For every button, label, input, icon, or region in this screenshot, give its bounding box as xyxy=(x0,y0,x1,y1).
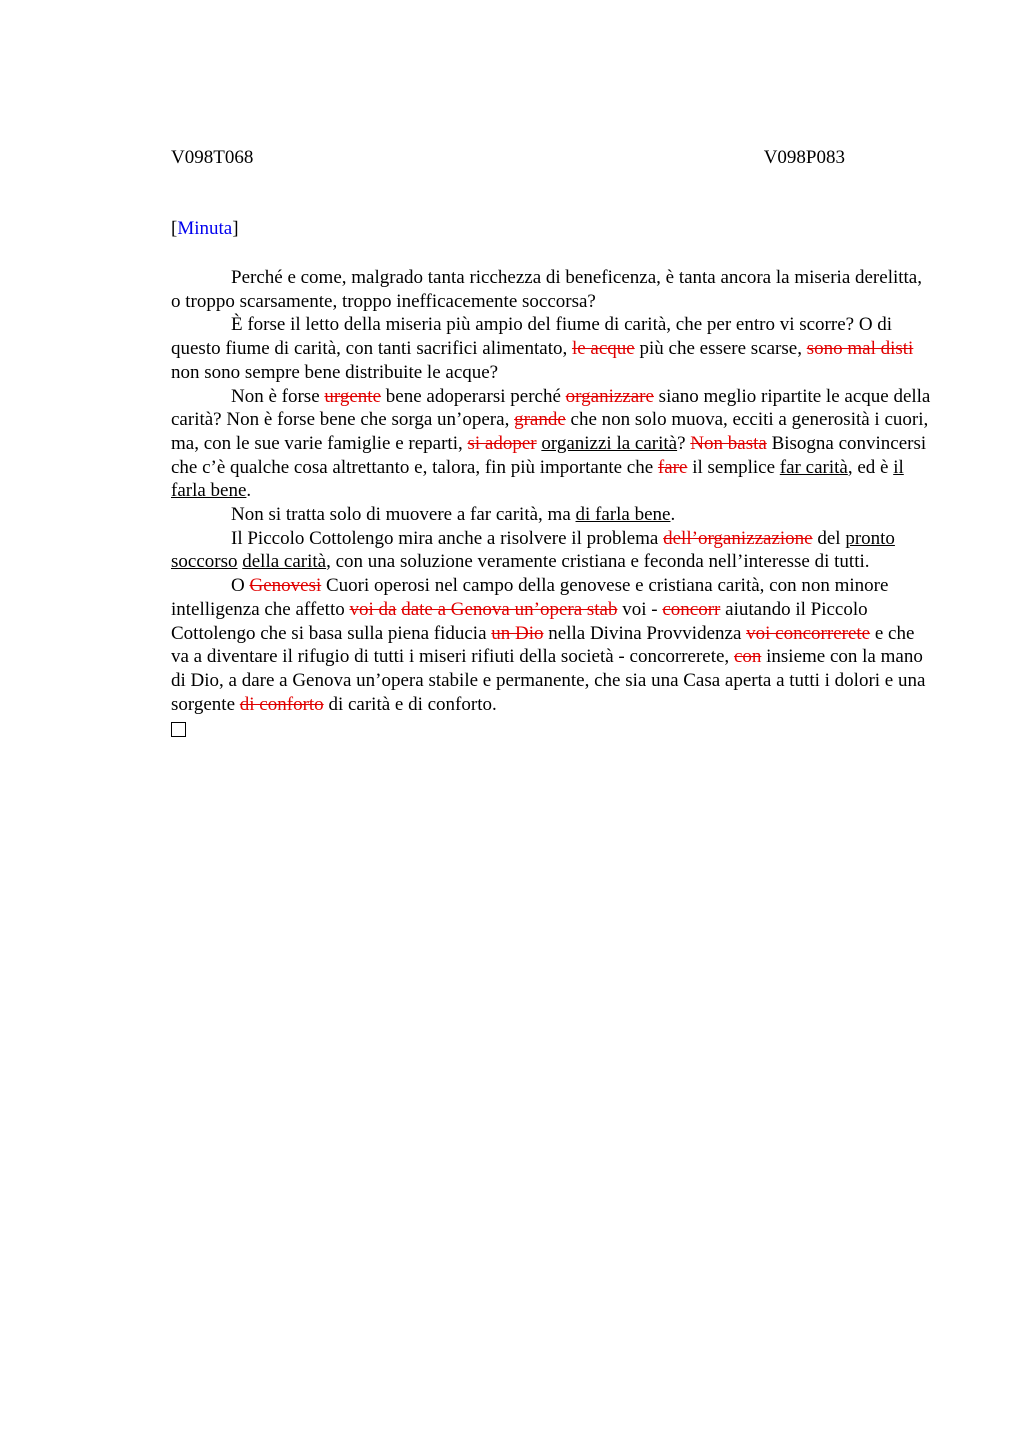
paragraph-1: Perché e come, malgrado tanta ricchezza di beneficenza, è tanta ancora la miseria derelitta, o troppo scarsamente, troppo inefficacemente soccorsa? xyxy=(171,267,922,312)
end-square-icon xyxy=(171,722,186,737)
underlined-text: il farla bene xyxy=(171,456,904,502)
deleted-text: Genovesi xyxy=(249,575,322,597)
paragraph-3: Non è forse urgente bene adoperarsi perché organizzare siano meglio ripartite le acque della carità? Non è forse bene che sorga un’opera, grande che non solo muova, ecciti a generosità i cuori, ma, con le sue varie famiglie e reparti, si adoper organizzi la carità? Non basta Bisogna convincersi che c’è qualche cosa altrettanto e, talora, fin più importante che fare il semplice far carità, ed è il farla bene. xyxy=(171,385,931,502)
deleted-text: un Dio xyxy=(491,622,544,644)
deleted-text: grande xyxy=(514,409,566,431)
deleted-text: urgente xyxy=(324,385,382,407)
deleted-text: organizzare xyxy=(565,385,654,407)
paragraph-2: È forse il letto della miseria più ampio del fiume di carità, che per entro vi scorre? O di questo fiume di carità, con tanti sacrifici alimentato, le acque più che essere scarse, sono mal disti non sono sempre bene distribuite le acque? xyxy=(171,314,914,383)
paragraph-5: Il Piccolo Cottolengo mira anche a risolvere il problema dell’organizzazione del pronto soccorso della carità, con una soluzione veramente cristiana e feconda nell’interesse di tutti. xyxy=(171,527,895,573)
deleted-text: concorr xyxy=(662,598,721,620)
document-body xyxy=(171,266,931,744)
underlined-text: di farla bene xyxy=(575,504,671,526)
end-marker xyxy=(171,716,931,744)
underlined-text: far carità xyxy=(779,456,848,478)
deleted-text: fare xyxy=(657,456,688,478)
underlined-text: pronto soccorso xyxy=(171,527,895,573)
volume-page-code: V098P083 xyxy=(763,147,845,168)
deleted-text: dell’organizzazione xyxy=(663,527,813,549)
underlined-text: della carità xyxy=(242,551,327,573)
deleted-text: Non basta xyxy=(690,432,767,454)
deleted-text: si adoper xyxy=(467,432,537,454)
paragraph-6: O Genovesi Cuori operosi nel campo della genovese e cristiana carità, con non minore intelligenza che affetto voi da date a Genova un’opera stab voi - concorr aiutando il Piccolo Cottolengo che si basa sulla piena fiducia un Dio nella Divina Provvidenza voi concorrerete e che va a diventare il rifugio di tutti i miseri rifiuti della società - concorrerete, con insieme con la mano di Dio, a dare a Genova un’opera stabile e permanente, che sia una Casa aperta a tutti i dolori e una sorgente di conforto di carità e di conforto. xyxy=(171,575,926,715)
draft-label: [Minuta] xyxy=(171,218,239,239)
underlined-text: organizzi la carità xyxy=(541,432,678,454)
draft-link[interactable]: Minuta xyxy=(177,218,233,239)
volume-text-code: V098T068 xyxy=(171,147,254,168)
deleted-text: di conforto xyxy=(239,693,324,715)
deleted-text: sono mal disti xyxy=(806,338,914,360)
deleted-text: voi concorrerete xyxy=(746,622,871,644)
deleted-text: con xyxy=(733,646,762,668)
deleted-text: le acque xyxy=(571,338,635,360)
deleted-text: date a Genova un’opera stab xyxy=(401,598,618,620)
deleted-text: voi da xyxy=(349,598,397,620)
paragraph-4: Non si tratta solo di muovere a far carità, ma di farla bene. xyxy=(231,504,676,526)
